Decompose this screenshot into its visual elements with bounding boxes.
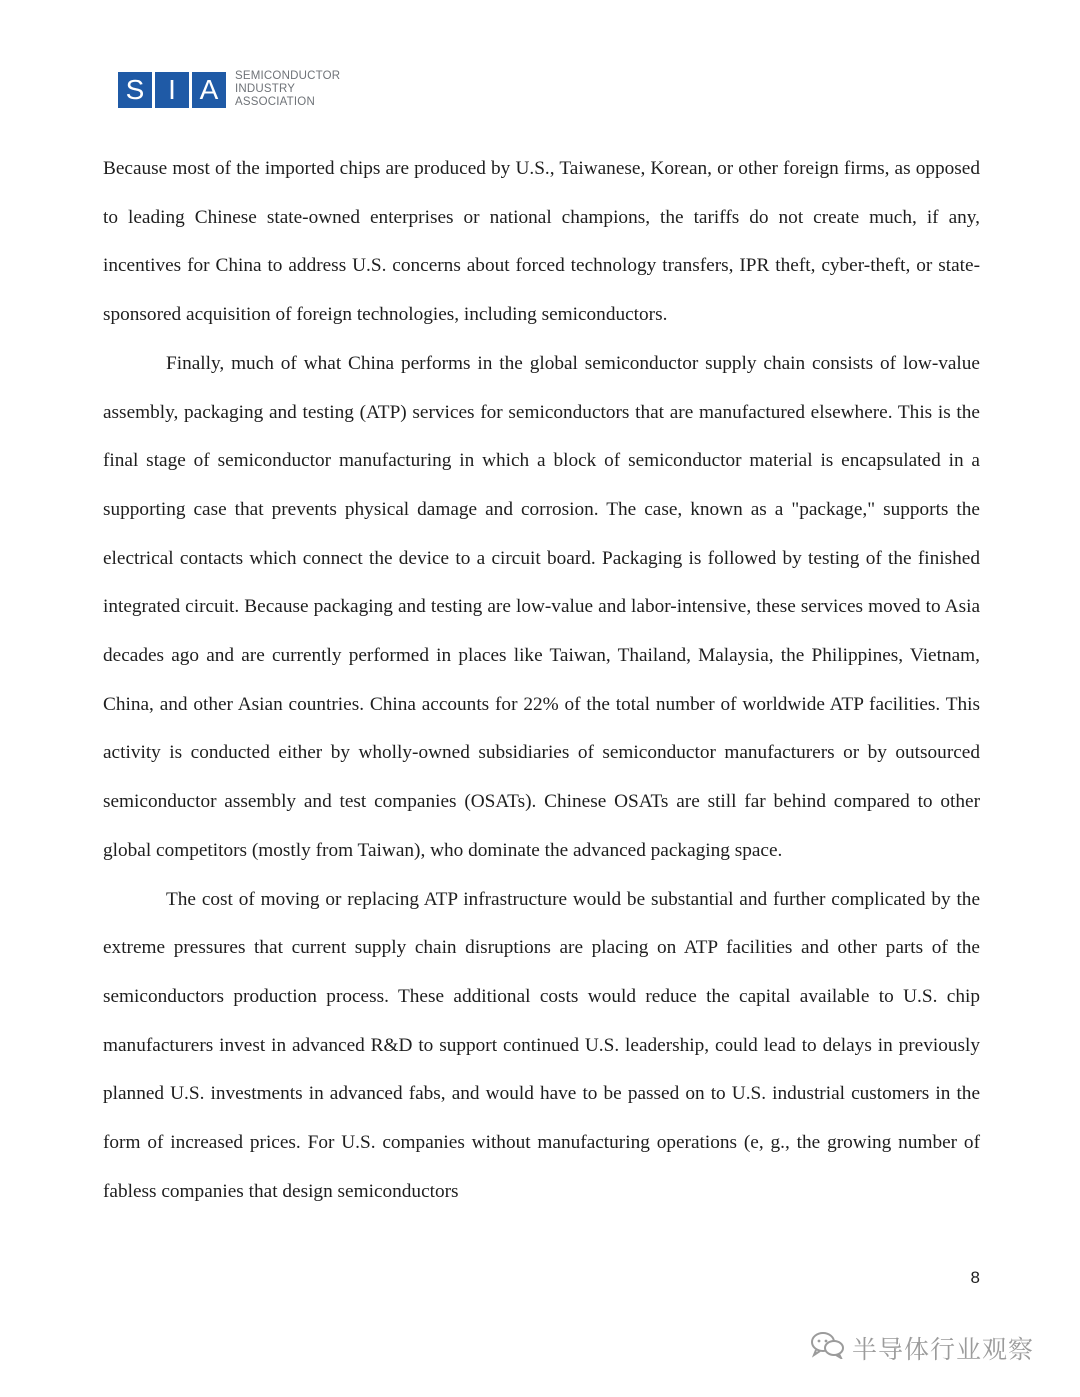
paragraph-2: Finally, much of what China performs in the global semiconductor supply chain consists of low-value assembly, packaging and testing (ATP) services for semiconductors that are manufactured elsewhere. This is the final stage of semiconductor manufacturing in which a block of semiconductor material is encapsulated in a supporting case that prevents physical damage and corrosion. The case, known as a "package," supports the electrical contacts which connect the device to a circuit board. Packaging is followed by testing of the finished integrated circuit. Because packaging and testing are low-value and labor-intensive, these services moved to Asia decades ago and are currently performed in places like Taiwan, Thailand, Malaysia, the Philippines, Vietnam, China, and other Asian countries. China accounts for 22% of the total number of worldwide ATP facilities. This activity is conducted either by wholly-owned subsidiaries of semiconductor manufacturers or by outsourced semiconductor assembly and test companies (OSATs). Chinese OSATs are still far behind compared to other global competitors (mostly from Taiwan), who dominate the advanced packaging space. [103,352,980,861]
document-body [103,145,980,1216]
logo-letter-i: I [155,72,189,108]
logo-letter-a: A [192,72,226,108]
logo-wordmark [235,70,340,109]
paragraph-1: Because most of the imported chips are produced by U.S., Taiwanese, Korean, or other foreign firms, as opposed to leading Chinese state-owned enterprises or national champions, the tariffs do not create much, if any, incentives for China to address U.S. concerns about forced technology transfers, IPR theft, cyber-theft, or state-sponsored acquisition of foreign technologies, including semiconductors. [103,158,980,326]
sia-logo [118,70,340,109]
watermark-text: 半导体行业观察 [852,1335,1035,1364]
logo-text-line-3: ASSOCIATION [235,96,315,108]
logo-letter-s: S [118,72,152,108]
logo-mark [118,72,229,108]
logo-text-line-2: INDUSTRY [235,83,296,95]
page-number: 8 [970,1268,980,1287]
paragraph-3: The cost of moving or replacing ATP infrastructure would be substantial and further complicated by the extreme pressures that current supply chain disruptions are placing on ATP facilities and other parts of the semiconductors production process. These additional costs would reduce the capital available to U.S. chip manufacturers invest in advanced R&D to support continued U.S. leadership, could lead to delays in previously planned U.S. investments in advanced fabs, and would have to be passed on to U.S. industrial customers in the form of increased prices. For U.S. companies without manufacturing operations (e, g., the growing number of fabless companies that design semiconductors [103,888,980,1202]
wechat-icon [810,1331,852,1365]
watermark [810,1330,1034,1366]
logo-text-line-1: SEMICONDUCTOR [235,70,341,82]
